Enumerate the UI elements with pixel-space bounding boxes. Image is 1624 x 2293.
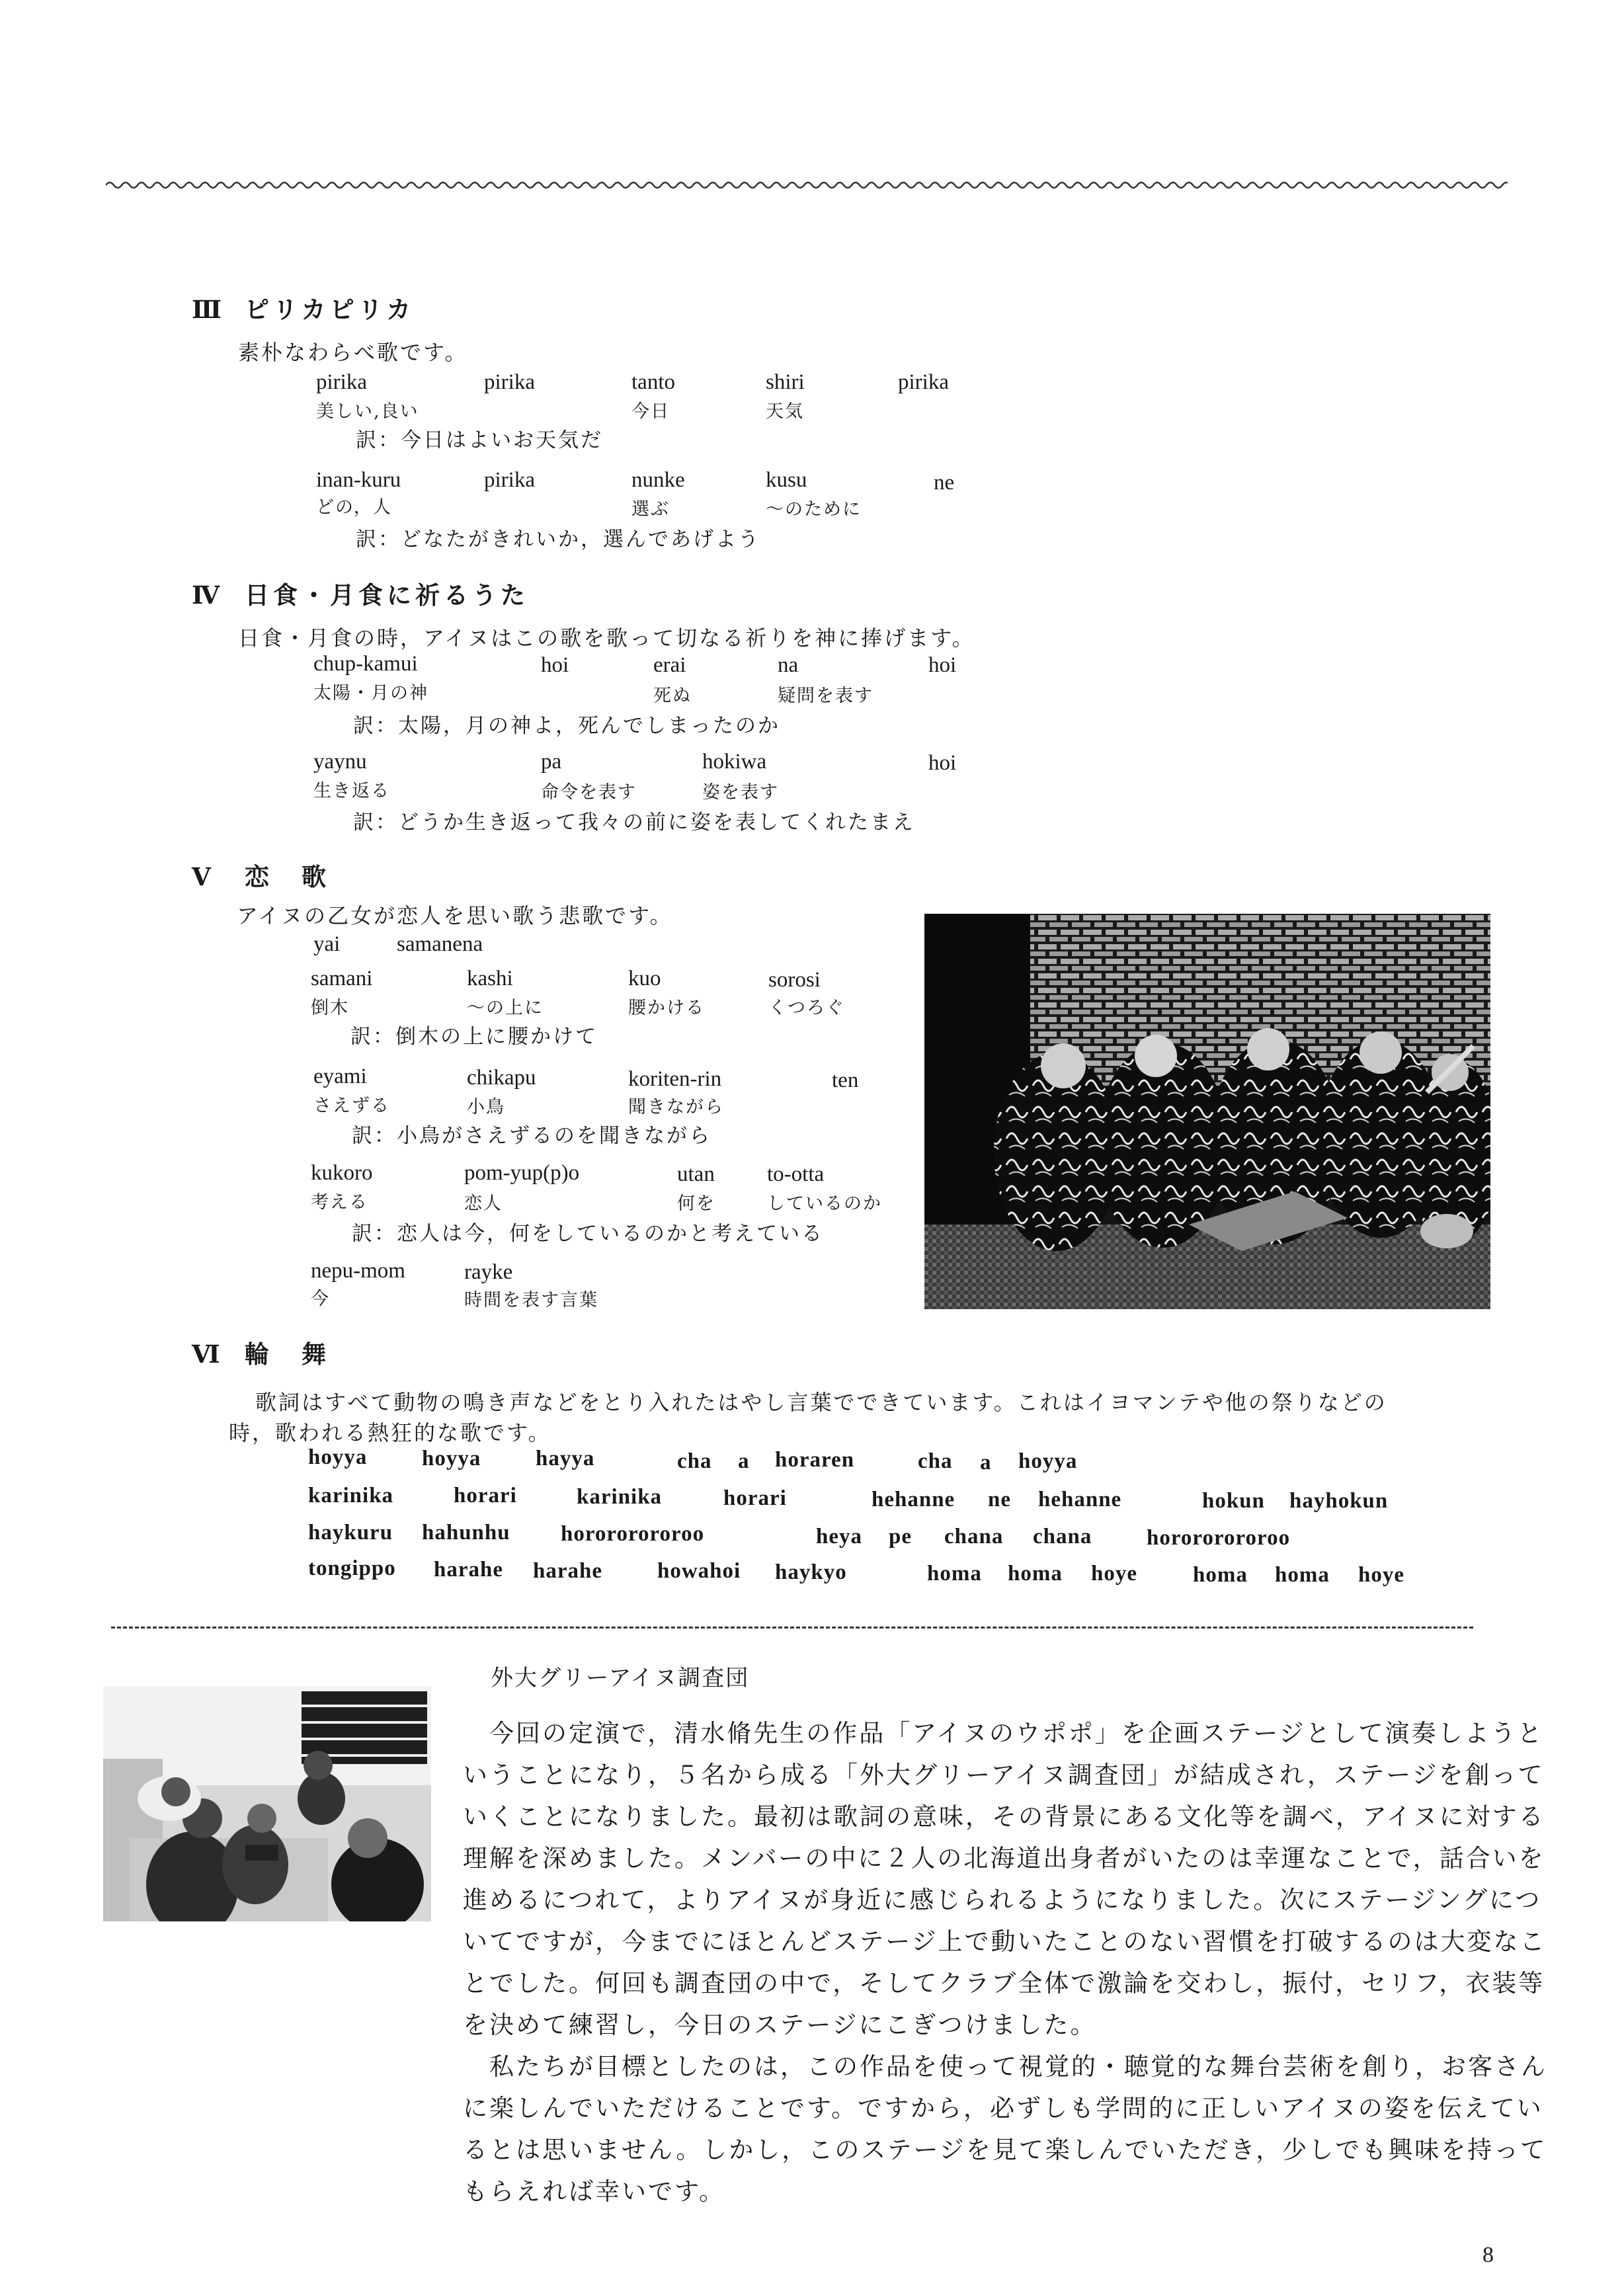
article-title: 外大グリーアイヌ調査団 xyxy=(491,1665,750,1691)
lyric-gloss: 太陽・月の神 xyxy=(313,683,428,704)
article-line: に楽しんでいただけることです。ですから，必ずしも学問的に正しいアイヌの姿を伝えてい xyxy=(463,2094,1543,2122)
lyric-word: inan-kuru xyxy=(316,468,401,492)
chant-word: pe xyxy=(889,1525,912,1549)
section-3-intro: 素朴なわらべ歌です。 xyxy=(238,340,468,365)
lyric-word: kuo xyxy=(628,967,661,990)
lyric-word: shiri xyxy=(766,370,805,394)
chant-word: harahe xyxy=(533,1559,602,1583)
section-4-number: Ⅳ xyxy=(192,583,220,610)
lyric-word: hokiwa xyxy=(702,750,767,774)
section-5-intro: アイヌの乙女が恋人を思い歌う悲歌です。 xyxy=(237,903,673,928)
lyric-translation: 訳：太陽，月の神よ，死んでしまったのか xyxy=(353,714,780,738)
lyric-word: pa xyxy=(541,750,562,774)
wavy-divider xyxy=(106,177,1508,193)
chant-word: a xyxy=(738,1449,750,1473)
lyric-word: erai xyxy=(653,653,686,677)
lyric-word: hoi xyxy=(541,653,569,677)
chant-word: cha xyxy=(918,1449,953,1473)
ainu-women-photo xyxy=(924,914,1490,1309)
lyric-word: nepu-mom xyxy=(311,1259,405,1283)
lyric-translation: 訳：恋人は今，何をしているのかと考えている xyxy=(352,1222,824,1246)
lyric-word: eyami xyxy=(313,1065,367,1088)
lyric-word: pirika xyxy=(898,370,949,394)
chant-word: karinika xyxy=(308,1484,394,1508)
lyric-word: chup-kamui xyxy=(313,652,418,676)
lyric-word: koriten-rin xyxy=(628,1067,722,1091)
chant-word: hokun xyxy=(1202,1489,1265,1513)
section-6-title: 輪 舞 xyxy=(245,1340,330,1369)
lyric-gloss: どの，人 xyxy=(316,497,392,518)
lyric-gloss: 疑問を表す xyxy=(778,686,873,706)
chant-word: hoye xyxy=(1358,1563,1404,1587)
lyric-gloss: 美しい,良い xyxy=(316,401,419,422)
section-4-intro: 日食・月食の時，アイヌはこの歌を歌って切なる祈りを神に捧げます。 xyxy=(238,625,975,651)
lyric-word: sorosi xyxy=(768,968,821,992)
chant-word: homa xyxy=(1008,1562,1063,1586)
lyric-gloss: くつろぐ xyxy=(768,998,845,1018)
lyric-translation: 訳：小鳥がさえずるのを聞きながら xyxy=(352,1124,711,1148)
lyric-word: yai xyxy=(313,932,341,956)
article-line: いうことになり，５名から成る「外大グリーアイヌ調査団」が結成され，ステージを創って xyxy=(463,1761,1545,1789)
lyric-gloss: ～の上に xyxy=(467,998,544,1018)
section-5-title: 恋 歌 xyxy=(245,863,330,891)
lyric-word: rayke xyxy=(464,1260,513,1284)
lyric-gloss: 選ぶ xyxy=(631,499,670,520)
chant-word: tongippo xyxy=(308,1556,396,1580)
article-line: いてですが，今までにほとんどステージ上で動いたことのない習慣を打破するのは大変なこ xyxy=(463,1927,1547,1956)
chant-word: karinika xyxy=(577,1485,663,1509)
lyric-gloss: 生き返る xyxy=(313,781,390,801)
lyric-gloss: 倒木 xyxy=(311,998,349,1018)
chant-word: haykyo xyxy=(775,1560,847,1584)
article-line: 理解を深めました。メンバーの中に２人の北海道出身者がいたのは幸運なことで，話合いを xyxy=(463,1844,1545,1872)
lyric-translation: 訳：どなたがきれいか，選んであげよう xyxy=(356,528,760,551)
section-6-intro-line2: 時，歌われる熱狂的な歌です。 xyxy=(229,1420,551,1445)
lyric-word: hoi xyxy=(928,653,957,677)
chant-word: chana xyxy=(944,1525,1004,1549)
chant-word: homa xyxy=(1193,1563,1248,1587)
section-3-heading xyxy=(192,290,415,325)
chant-word: hoyya xyxy=(1018,1449,1078,1473)
lyric-gloss: しているのか xyxy=(767,1193,882,1214)
chant-word: hahunhu xyxy=(422,1521,510,1545)
article-line: を決めて練習し，今日のステージにこぎつけました。 xyxy=(463,2011,1097,2039)
article-line: 私たちが目標としたのは，この作品を使って視覚的・聴覚的な舞台芸術を創り，お客さん xyxy=(463,2052,1547,2081)
article-line: とでした。何回も調査団の中で，そしてクラブ全体で激論を交わし，振付，セリフ，衣装等 xyxy=(463,1969,1545,1997)
section-5-number: Ⅴ xyxy=(192,864,211,891)
lyric-word: kusu xyxy=(766,468,807,492)
lyric-gloss: 何を xyxy=(677,1193,715,1214)
chant-word: haykuru xyxy=(308,1521,393,1545)
lyric-translation: 訳：どうか生き返って我々の前に姿を表してくれたまえ xyxy=(353,811,915,834)
lyric-gloss: 命令を表す xyxy=(541,782,637,803)
chant-word: hayya xyxy=(536,1447,595,1470)
chant-word: harahe xyxy=(434,1558,503,1582)
lyric-translation: 訳：倒木の上に腰かけて xyxy=(350,1025,598,1049)
article-line: 今回の定演で，清水脩先生の作品「アイヌのウポポ」を企画ステージとして演奏しようと xyxy=(463,1719,1544,1748)
lyric-word: utan xyxy=(677,1162,715,1186)
chant-word: hoyya xyxy=(422,1447,481,1470)
lyric-word: kukoro xyxy=(311,1161,373,1185)
chant-word: homa xyxy=(927,1562,982,1586)
lyric-gloss: ～のために xyxy=(766,499,862,520)
section-6-heading xyxy=(192,1334,330,1370)
lyric-word: pirika xyxy=(484,370,535,394)
chant-word: horari xyxy=(723,1486,787,1510)
lyric-gloss: 天気 xyxy=(766,401,804,422)
lyric-word: samanena xyxy=(397,932,483,956)
lyric-word: nunke xyxy=(631,468,685,492)
lyric-gloss: 今 xyxy=(311,1289,330,1309)
lyric-translation: 訳：今日はよいお天気だ xyxy=(356,428,603,452)
chant-word: chana xyxy=(1033,1525,1092,1549)
chant-word: hoye xyxy=(1091,1562,1137,1586)
article-line: いくことになりました。最初は歌詞の意味，その背景にある文化等を調べ，アイヌに対する xyxy=(463,1802,1545,1831)
lyric-word: ten xyxy=(832,1068,859,1092)
chant-word: horororororoo xyxy=(561,1522,705,1546)
lyric-gloss: 死ぬ xyxy=(653,686,692,706)
lyric-word: pirika xyxy=(484,468,535,492)
lyric-word: pom-yup(p)o xyxy=(464,1161,580,1185)
section-4-title: 日食・月食に祈るうた xyxy=(245,581,529,610)
chant-word: horaren xyxy=(775,1448,855,1472)
dashed-divider xyxy=(111,1627,1473,1629)
lyric-gloss: 姿を表す xyxy=(702,782,779,803)
page-number: 8 xyxy=(1482,2243,1494,2267)
chant-word: howahoi xyxy=(657,1559,741,1583)
article-line: 進めるにつれて，よりアイヌが身近に感じられるようになりました。次にステージングにつ xyxy=(463,1886,1542,1914)
chant-word: hehanne xyxy=(872,1488,955,1511)
chant-word: hehanne xyxy=(1038,1488,1122,1511)
chant-word: hayhokun xyxy=(1289,1489,1389,1513)
lyric-word: pirika xyxy=(316,370,367,394)
section-5-heading xyxy=(192,857,330,893)
lyric-word: samani xyxy=(311,967,373,990)
lyric-gloss: 恋人 xyxy=(464,1193,503,1214)
lyric-word: chikapu xyxy=(467,1066,536,1090)
lyric-gloss: 腰かける xyxy=(628,998,705,1018)
lyric-gloss: さえずる xyxy=(313,1096,390,1116)
lyric-gloss: 聞きながら xyxy=(628,1097,724,1117)
lyric-word: yaynu xyxy=(313,750,367,774)
section-3-number: Ⅲ xyxy=(192,297,222,324)
lyric-word: ne xyxy=(934,471,955,495)
section-6-intro-line1: 歌詞はすべて動物の鳴き声などをとり入れたはやし言葉でできています。これはイヨマンテや他の祭りなどの xyxy=(255,1390,1387,1415)
lyric-gloss: 今日 xyxy=(631,401,670,422)
article-line: もらえれば幸いです。 xyxy=(463,2177,726,2206)
article-body xyxy=(463,1712,1547,2212)
chant-word: a xyxy=(980,1451,992,1474)
chant-word: hoyya xyxy=(308,1445,368,1469)
chant-word: heya xyxy=(816,1525,862,1549)
lyric-gloss: 考える xyxy=(311,1192,368,1213)
lyric-word: hoi xyxy=(928,751,957,775)
section-4-heading xyxy=(192,575,529,611)
lyric-word: to-otta xyxy=(767,1162,825,1186)
chant-word: homa xyxy=(1275,1563,1330,1587)
section-6-number: Ⅵ xyxy=(192,1342,220,1369)
chant-word: horororororoo xyxy=(1147,1526,1291,1550)
chant-word: cha xyxy=(677,1449,712,1473)
section-3-title: ピリカピリカ xyxy=(245,296,415,324)
lyric-gloss: 小鳥 xyxy=(467,1097,505,1117)
lyric-word: kashi xyxy=(467,967,513,990)
lyric-gloss: 時間を表す言葉 xyxy=(464,1290,598,1310)
research-team-photo xyxy=(103,1686,431,1921)
chant-word: horari xyxy=(454,1484,517,1508)
chant-word: ne xyxy=(988,1488,1011,1511)
article-line: るとは思いません。しかし，このステージを見て楽しんでいただき，少しでも興味を持って xyxy=(463,2136,1547,2164)
lyric-word: tanto xyxy=(631,370,675,394)
lyric-word: na xyxy=(778,653,799,677)
